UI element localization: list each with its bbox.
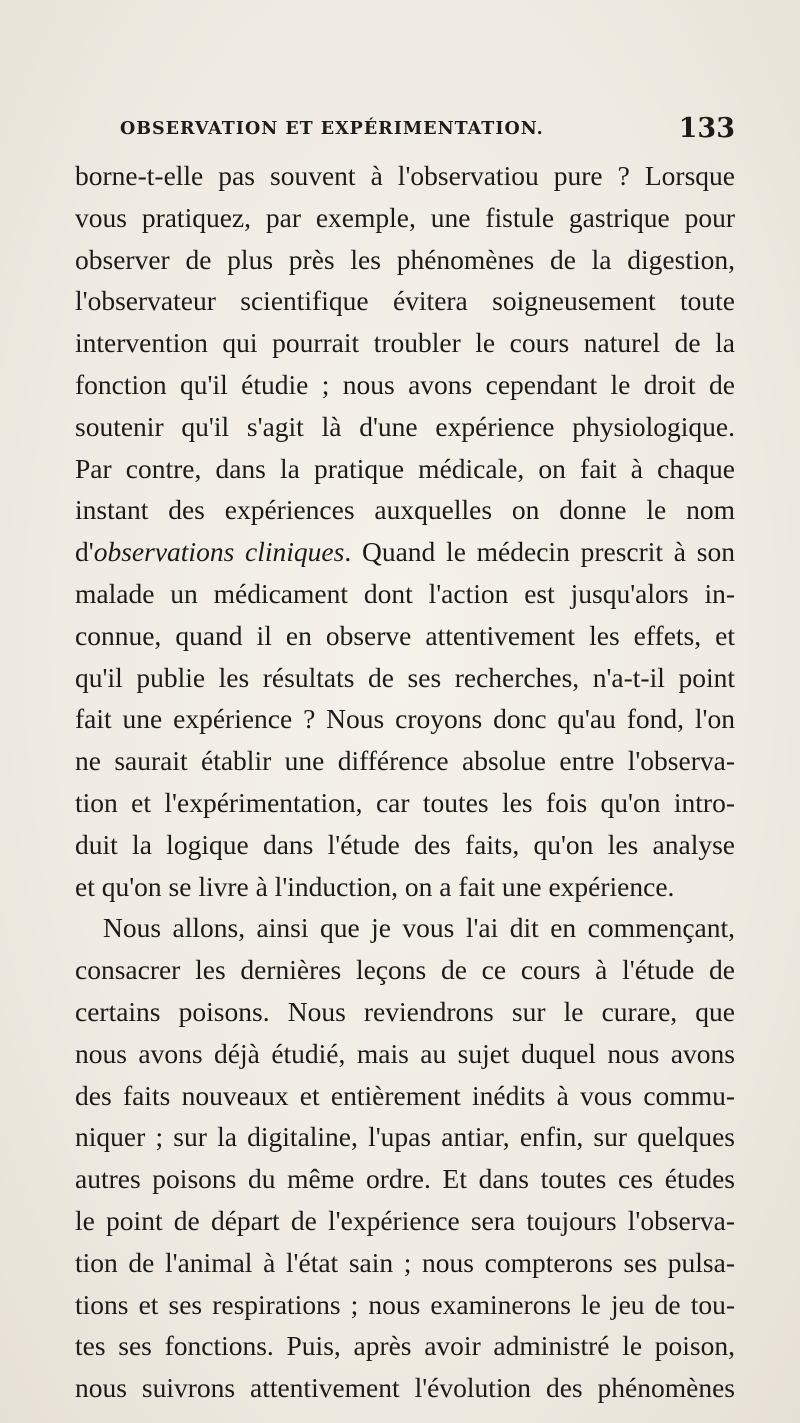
text-line: observer de plus près les phénomènes de la digestion,: [75, 243, 735, 275]
text-line: tion de l'animal à l'état sain ; nous compterons ses pulsa-: [75, 1246, 735, 1278]
paragraph-last-line: et qu'on se livre à l'induction, on a fait une expérience.: [75, 870, 675, 902]
body-text: [75, 155, 735, 1409]
text-line: tion et l'expérimentation, car toutes les fois qu'on intro-: [75, 786, 735, 818]
text-line: borne-t-elle pas souvent à l'observatiou pure ? Lorsque: [75, 160, 735, 191]
text-line: duit la logique dans l'étude des faits, qu'on les analyse: [75, 828, 735, 860]
text-line: tions et ses respirations ; nous examinerons le jeu de tou-: [75, 1288, 735, 1320]
paragraph-first-line: Nous allons, ainsi que je vous l'ai dit en commençant,: [103, 912, 735, 944]
text-line: malade un médicament dont l'action est jusqu'alors in-: [75, 577, 735, 609]
italic-term: observations cliniques: [93, 536, 345, 568]
text-line: instant des expériences auxquelles on donne le nom: [75, 494, 735, 526]
text-fragment: . Quand le médecin prescrit à son: [344, 536, 735, 568]
text-line: intervention qui pourrait troubler le cours naturel de la: [75, 327, 735, 359]
text-line: Par contre, dans la pratique médicale, on fait à chaque: [75, 452, 735, 484]
page-number: 133: [678, 113, 735, 144]
text-line: niquer ; sur la digitaline, l'upas antiar, enfin, sur quelques: [75, 1121, 735, 1153]
text-line: ne saurait établir une différence absolue entre l'observa-: [75, 745, 735, 777]
text-line: tes ses fonctions. Puis, après avoir administré le poison,: [75, 1330, 735, 1362]
text-line: certains poisons. Nous reviendrons sur le curare, que: [75, 995, 735, 1027]
text-line: fait une expérience ? Nous croyons donc qu'au fond, l'on: [75, 703, 735, 735]
text-line: connue, quand il en observe attentivement les effets, et: [75, 619, 735, 651]
text-line-with-italic: [75, 531, 735, 573]
text-line: l'observateur scientifique évitera soigneusement toute: [75, 285, 735, 317]
running-title: OBSERVATION ET EXPÉRIMENTATION.: [120, 119, 544, 139]
text-line: consacrer les dernières leçons de ce cours à l'étude de: [75, 954, 735, 986]
text-line: nous avons déjà étudié, mais au sujet duquel nous avons: [75, 1037, 735, 1069]
text-line: qu'il publie les résultats de ses recherches, n'a-t-il point: [75, 661, 735, 693]
text-line: nous suivrons attentivement l'évolution des phénomènes: [75, 1372, 735, 1404]
text-line: soutenir qu'il s'agit là d'une expérience physiologique.: [75, 410, 735, 442]
page-header: [75, 113, 735, 153]
text-line: autres poisons du même ordre. Et dans toutes ces études: [75, 1163, 735, 1195]
text-line: fonction qu'il étudie ; nous avons cependant le droit de: [75, 368, 735, 400]
text-fragment: d': [75, 536, 94, 568]
text-line: des faits nouveaux et entièrement inédits à vous commu-: [75, 1079, 735, 1111]
text-line: vous pratiquez, par exemple, une fistule gastrique pour: [75, 201, 735, 233]
text-line: le point de départ de l'expérience sera toujours l'observa-: [75, 1204, 735, 1236]
